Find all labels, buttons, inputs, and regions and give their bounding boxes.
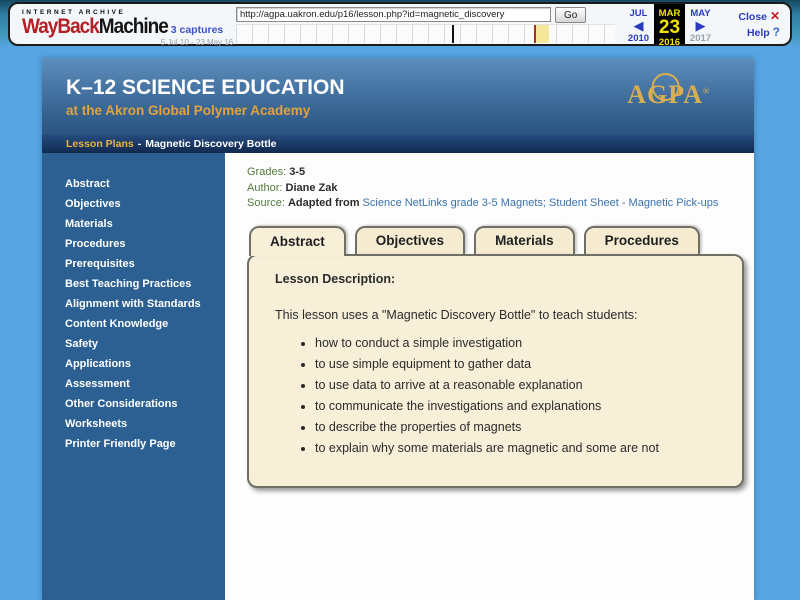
prev-capture-column bbox=[623, 4, 654, 44]
archived-page bbox=[42, 58, 754, 600]
list-item: • how to conduct a simple investigation bbox=[315, 336, 716, 350]
date-navigator bbox=[623, 4, 716, 48]
source-link-student-sheet[interactable]: Student Sheet - Magnetic Pick-ups bbox=[549, 197, 719, 209]
breadcrumb-lesson-plans-link[interactable]: Lesson Plans bbox=[66, 138, 134, 150]
capture-tick-icon[interactable] bbox=[452, 25, 454, 43]
prev-capture-arrow-icon[interactable]: ◀ bbox=[633, 18, 644, 33]
breadcrumb-separator: - bbox=[137, 138, 142, 150]
breadcrumb-current-page: Magnetic Discovery Bottle bbox=[145, 138, 277, 150]
author-row: Author: Diane Zak bbox=[247, 181, 338, 194]
list-item: • to describe the properties of magnets bbox=[315, 420, 716, 434]
url-row bbox=[236, 7, 621, 23]
current-capture-column bbox=[654, 4, 685, 48]
current-day-label: 23 bbox=[658, 17, 681, 38]
agpa-logo[interactable]: AGPA® bbox=[627, 80, 710, 110]
sidebar-item-prerequisites[interactable]: Prerequisites bbox=[65, 258, 135, 270]
page-body bbox=[42, 153, 754, 600]
prev-month-label: JUL bbox=[629, 8, 648, 19]
sidebar-item-applications[interactable]: Applications bbox=[65, 358, 132, 370]
lesson-tabs bbox=[247, 226, 754, 254]
grades-row: Grades: 3-5 bbox=[247, 166, 306, 178]
sidebar-item-materials[interactable]: Materials bbox=[65, 218, 113, 230]
source-link-netlinks[interactable]: Science NetLinks grade 3-5 Magnets; bbox=[362, 197, 546, 209]
site-header bbox=[42, 58, 754, 135]
agpa-globe-icon bbox=[651, 73, 679, 101]
list-item: • to use simple equipment to gather data bbox=[315, 357, 716, 371]
sidebar-item-alignment-with-standards[interactable]: Alignment with Standards bbox=[65, 298, 201, 310]
capture-timeline[interactable] bbox=[236, 24, 615, 43]
sidebar-item-content-knowledge[interactable]: Content Knowledge bbox=[65, 318, 169, 330]
captures-summary bbox=[158, 4, 236, 47]
source-row: Source: Adapted from Science NetLinks grade 3-5 Magnets; Student Sheet - Magnetic Pick-ups bbox=[247, 197, 719, 209]
close-icon: ✕ bbox=[769, 9, 780, 23]
sidebar-nav bbox=[42, 153, 225, 600]
page-subtitle: at the Akron Global Polymer Academy bbox=[66, 103, 311, 118]
sidebar-item-worksheets[interactable]: Worksheets bbox=[65, 418, 128, 430]
sidebar-item-safety[interactable]: Safety bbox=[65, 338, 99, 350]
next-capture-column bbox=[685, 4, 716, 44]
url-input[interactable] bbox=[236, 7, 551, 22]
tab-materials[interactable]: Materials bbox=[474, 226, 575, 254]
current-month-label: MAR bbox=[658, 8, 681, 19]
capture-tick-red-icon[interactable] bbox=[534, 25, 536, 43]
tab-objectives[interactable]: Objectives bbox=[355, 226, 465, 254]
internet-archive-label: INTERNET ARCHIVE bbox=[22, 9, 126, 16]
sidebar-item-printer-friendly-page[interactable]: Printer Friendly Page bbox=[65, 438, 176, 450]
wayback-center bbox=[236, 4, 621, 44]
registered-mark: ® bbox=[703, 86, 710, 96]
list-item: • to use data to arrive at a reasonable explanation bbox=[315, 378, 716, 392]
list-item: • to communicate the investigations and explanations bbox=[315, 399, 716, 413]
lesson-goals-list bbox=[275, 336, 716, 455]
wayback-logo[interactable] bbox=[10, 4, 168, 44]
next-capture-arrow-icon[interactable]: ▶ bbox=[695, 18, 706, 33]
sidebar-item-procedures[interactable]: Procedures bbox=[65, 238, 126, 250]
next-month-label: MAY bbox=[690, 8, 711, 19]
captures-count[interactable]: 3 captures bbox=[170, 24, 224, 36]
close-button[interactable]: Close ✕ bbox=[738, 9, 780, 23]
current-capture-highlight[interactable] bbox=[534, 25, 549, 43]
next-year-label: 2017 bbox=[689, 33, 712, 44]
lesson-description-heading: Lesson Description: bbox=[275, 271, 396, 286]
abstract-panel bbox=[247, 254, 744, 488]
sidebar-item-other-considerations[interactable]: Other Considerations bbox=[65, 398, 178, 410]
lesson-metadata bbox=[247, 165, 754, 212]
breadcrumb bbox=[42, 135, 754, 153]
go-button[interactable]: Go bbox=[555, 7, 586, 23]
list-item: • to explain why some materials are magnetic and some are not bbox=[315, 441, 716, 455]
current-year-label: 2016 bbox=[658, 37, 681, 48]
main-content bbox=[225, 153, 754, 600]
captures-date-range: 5 Jul 10 - 23 May 16 bbox=[160, 38, 234, 47]
lesson-intro-text: This lesson uses a "Magnetic Discovery Bottle" to teach students: bbox=[275, 307, 638, 322]
sidebar-item-objectives[interactable]: Objectives bbox=[65, 198, 121, 210]
wayback-machine-logo: WayBackMachine bbox=[22, 14, 168, 39]
tab-procedures[interactable]: Procedures bbox=[584, 226, 700, 254]
tab-abstract[interactable]: Abstract bbox=[249, 226, 346, 256]
help-button[interactable]: Help ? bbox=[746, 25, 780, 39]
sidebar-item-best-teaching-practices[interactable]: Best Teaching Practices bbox=[65, 278, 192, 290]
help-icon: ? bbox=[772, 25, 780, 39]
prev-year-link[interactable]: 2010 bbox=[627, 33, 650, 44]
wayback-toolbar bbox=[8, 2, 792, 46]
toolbar-right bbox=[718, 4, 790, 44]
sidebar-item-assessment[interactable]: Assessment bbox=[65, 378, 130, 390]
sidebar-item-abstract[interactable]: Abstract bbox=[65, 178, 110, 190]
page-title: K–12 SCIENCE EDUCATION bbox=[66, 76, 345, 99]
